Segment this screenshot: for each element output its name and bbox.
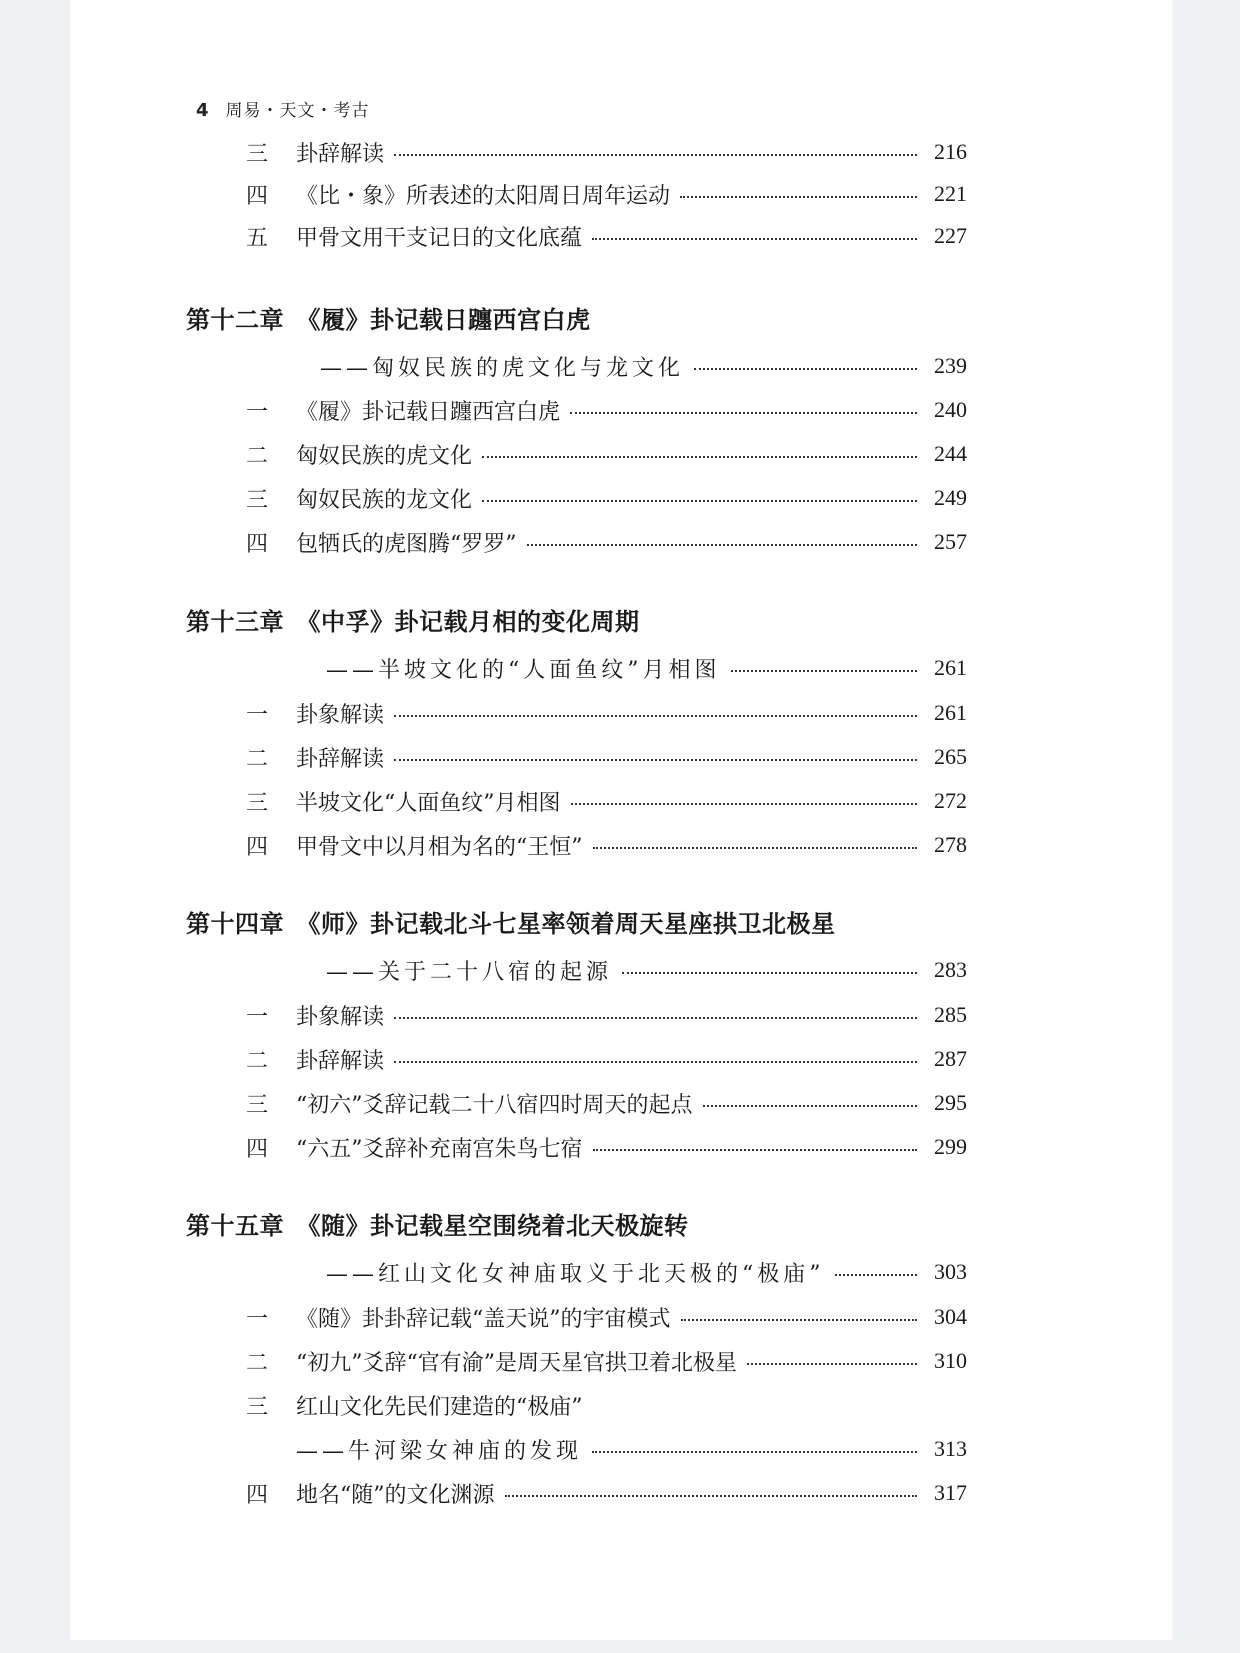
toc-entry[interactable]: 三 匈奴民族的龙文化 249	[246, 485, 967, 513]
chapter-title[interactable]: 第十三章 《中孚》卦记载月相的变化周期	[186, 608, 640, 636]
toc-entry[interactable]: 四 包牺氏的虎图腾“罗罗” 257	[246, 529, 967, 557]
toc-entry[interactable]: 三 半坡文化“人面鱼纹”月相图 272	[246, 788, 967, 816]
chapter-title[interactable]: 第十五章 《随》卦记载星空围绕着北天极旋转	[186, 1212, 689, 1240]
toc-entry[interactable]: 二 卦辞解读 265	[246, 744, 967, 772]
leader-dots	[593, 847, 918, 849]
toc-entry[interactable]: 二 卦辞解读 287	[246, 1046, 967, 1074]
toc-entry[interactable]: 三 红山文化先民们建造的“极庙”	[246, 1394, 583, 1420]
leader-dots	[482, 456, 917, 458]
chapter-subtitle[interactable]: ——关于二十八宿的起源 283	[326, 957, 967, 985]
running-header	[196, 96, 370, 121]
toc-entry[interactable]: 一 卦象解读 261	[246, 700, 967, 728]
leader-dots	[394, 1017, 917, 1019]
toc-entry[interactable]: 一 《履》卦记载日躔西宫白虎 240	[246, 397, 967, 425]
chapter-subtitle[interactable]: ——红山文化女神庙取义于北天极的“极庙” 303	[326, 1259, 967, 1287]
page-number: 4	[196, 100, 210, 121]
leader-dots	[570, 412, 917, 414]
leader-dots	[593, 1149, 918, 1151]
toc-entry-continued[interactable]: ——牛河梁女神庙的发现 313	[296, 1436, 967, 1464]
toc-entry[interactable]: 二 “初九”爻辞“官有渝”是周天星官拱卫着北极星 310	[246, 1348, 967, 1376]
leader-dots	[482, 500, 917, 502]
leader-dots	[571, 803, 918, 805]
toc-entry[interactable]: 四 《比・象》所表述的太阳周日周年运动 221	[246, 181, 967, 209]
toc-entry[interactable]: 四 “六五”爻辞补充南宫朱鸟七宿 299	[246, 1134, 967, 1162]
leader-dots	[592, 1451, 917, 1453]
chapter-title[interactable]: 第十四章 《师》卦记载北斗七星率领着周天星座拱卫北极星	[186, 910, 836, 938]
leader-dots	[731, 670, 918, 672]
toc-entry[interactable]: 三 卦辞解读 216	[246, 139, 967, 167]
leader-dots	[680, 196, 917, 198]
toc-entry[interactable]: 四 地名“随”的文化渊源 317	[246, 1480, 967, 1508]
leader-dots	[527, 544, 918, 546]
toc-entry[interactable]: 二 匈奴民族的虎文化 244	[246, 441, 967, 469]
toc-entry[interactable]: 一 《随》卦卦辞记载“盖天说”的宇宙模式 304	[246, 1304, 967, 1332]
leader-dots	[694, 368, 917, 370]
leader-dots	[703, 1105, 918, 1107]
leader-dots	[505, 1495, 918, 1497]
toc-entry[interactable]: 三 “初六”爻辞记载二十八宿四时周天的起点 295	[246, 1090, 967, 1118]
leader-dots	[622, 972, 917, 974]
leader-dots	[394, 1061, 917, 1063]
leader-dots	[681, 1319, 918, 1321]
leader-dots	[394, 759, 917, 761]
leader-dots	[835, 1274, 918, 1276]
toc-entry[interactable]: 五 甲骨文用干支记日的文化底蕴 227	[246, 223, 967, 251]
chapter-title[interactable]: 第十二章 《履》卦记载日躔西宫白虎	[186, 306, 591, 334]
leader-dots	[592, 238, 917, 240]
toc-entry[interactable]: 一 卦象解读 285	[246, 1002, 967, 1030]
chapter-subtitle[interactable]: ——匈奴民族的虎文化与龙文化 239	[320, 353, 967, 381]
leader-dots	[747, 1363, 917, 1365]
toc-entry[interactable]: 四 甲骨文中以月相为名的“王恒” 278	[246, 832, 967, 860]
chapter-subtitle[interactable]: ——半坡文化的“人面鱼纹”月相图 261	[326, 655, 967, 683]
leader-dots	[394, 154, 917, 156]
leader-dots	[394, 715, 917, 717]
running-title: 周易・天文・考古	[225, 101, 370, 121]
